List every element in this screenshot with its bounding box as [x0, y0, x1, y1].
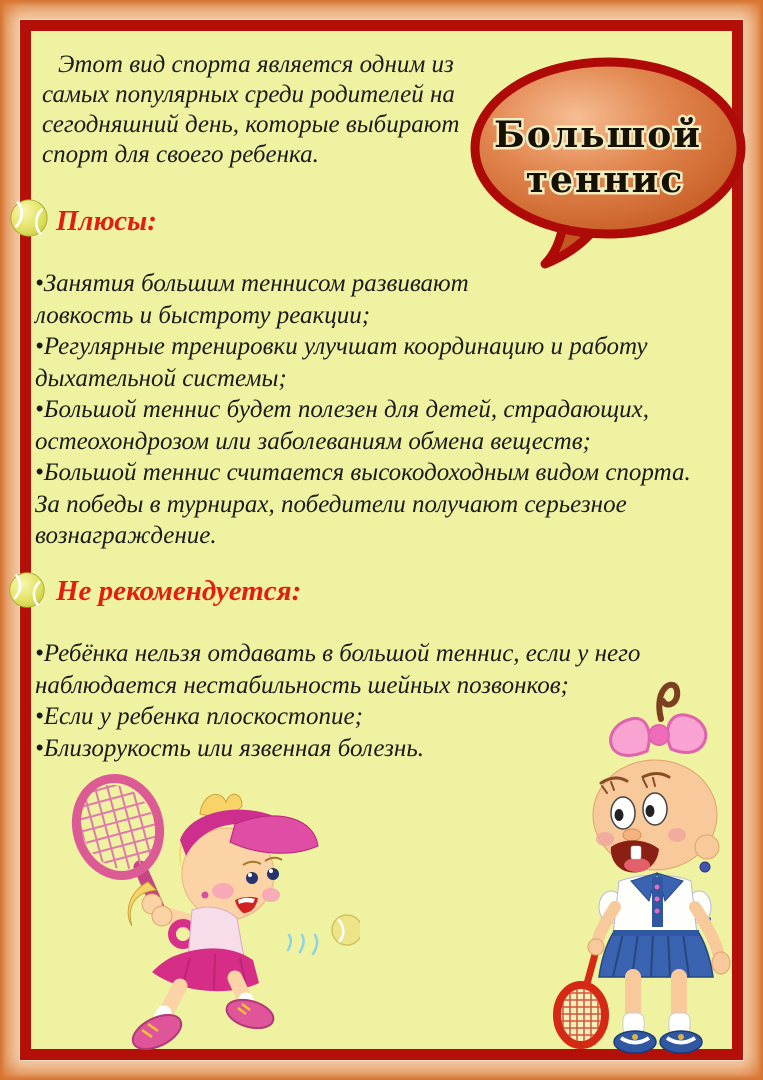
- tennis-ball-icon: [9, 198, 49, 238]
- list-item: •Ребёнка нельзя отдавать в большой теннис, если у него наблюдается нестабильность шейных позвонков;: [35, 640, 641, 699]
- list-item: •Близорукость или язвенная болезнь.: [35, 734, 424, 762]
- bubble-title-line2: теннис: [525, 159, 685, 201]
- list-item: •Большой теннис считается высокодоходным видом спорта. За победы в турнирах, победители получают серьезное вознаграждение.: [35, 459, 691, 549]
- baby-girl-with-racket-illustration: [535, 675, 750, 1055]
- pros-heading: Плюсы:: [56, 205, 157, 237]
- bubble-title-line1: Большой: [494, 114, 702, 156]
- intro-paragraph: Этот вид спорта является одним из самых популярных среди родителей на сегодняшний день, которые выбирают спорт для своего ребенка.: [42, 51, 460, 168]
- tennis-ball-icon: [8, 571, 46, 609]
- list-item: •Регулярные тренировки улучшат координацию и работу дыхательной системы;: [35, 333, 648, 392]
- title-speech-bubble: [465, 52, 760, 277]
- cons-heading: Не рекомендуется:: [56, 575, 302, 607]
- girl-playing-tennis-illustration: [30, 762, 360, 1050]
- pros-list: [35, 268, 697, 552]
- list-item: •Если у ребенка плоскостопие;: [35, 703, 363, 730]
- list-item: •Занятия большим теннисом развивают ловкость и быстроту реакции;: [35, 270, 469, 329]
- list-item: •Большой теннис будет полезен для детей, страдающих, остеохондрозом или заболеваниям обмена веществ;: [35, 396, 649, 455]
